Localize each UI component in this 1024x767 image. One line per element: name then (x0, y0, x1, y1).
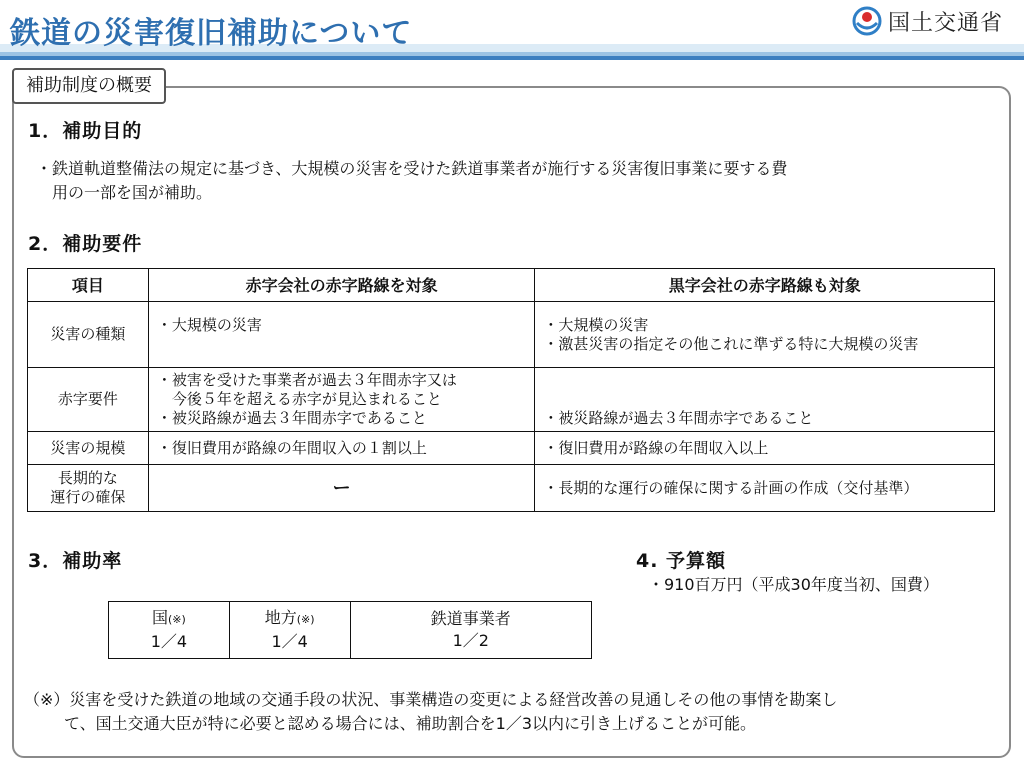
header-bar (0, 0, 1024, 62)
row-label-line2: 運行の確保 (50, 488, 126, 506)
table-row (28, 465, 995, 512)
table-cell (148, 368, 535, 432)
rate-row (109, 602, 592, 659)
row-label: 赤字要件 (28, 368, 149, 432)
row-label: 災害の規模 (28, 432, 149, 465)
section1-heading: 1．補助目的 (28, 120, 143, 142)
rate-note: (※) (296, 613, 315, 626)
cell-line: ・被災路線が過去３年間赤字であること (543, 409, 814, 427)
ministry-name: 国土交通省 (888, 10, 1004, 36)
section1-line2: 用の一部を国が補助。 (52, 183, 213, 202)
header-deficit-company: 赤字会社の赤字路線を対象 (148, 269, 535, 302)
table-cell (148, 465, 535, 512)
cell-line: ・激甚災害の指定その他これに準ずる特に大規模の災害 (543, 335, 919, 353)
ministry-logo-icon (852, 6, 882, 36)
header-profit-company: 黒字会社の赤字路線も対象 (535, 269, 995, 302)
page-title: 鉄道の災害復旧補助について (10, 16, 413, 51)
table-row (28, 368, 995, 432)
subsidy-rate-table (108, 601, 592, 659)
table-cell (148, 432, 535, 465)
table-cell (148, 302, 535, 368)
rate-value: 1／2 (452, 631, 489, 650)
requirements-table (27, 268, 995, 512)
section1-line1: ・鉄道軌道整備法の規定に基づき、大規模の災害を受けた鉄道事業者が施行する災害復旧事業に要する費 (36, 159, 788, 178)
table-row (28, 302, 995, 368)
budget-amount: ・910百万円（平成30年度当初、国費） (648, 575, 939, 594)
cell-line: 今後５年を超える赤字が見込まれること (156, 390, 442, 408)
ministry-logo (852, 4, 1003, 38)
rate-cell-operator (350, 602, 592, 659)
section4-heading: 4. 予算額 (636, 550, 727, 572)
rate-name: 地方 (264, 608, 297, 627)
cell-line: ・長期的な運行の確保に関する計画の作成（交付基準） (543, 478, 919, 497)
table-cell (535, 465, 995, 512)
row-label (28, 465, 149, 512)
section3-heading: 3．補助率 (28, 550, 123, 572)
cell-line: ・大規模の災害 (543, 316, 649, 334)
rate-value: 1／4 (271, 632, 308, 651)
rate-value: 1／4 (150, 632, 188, 651)
header-stripe-dark (0, 56, 1024, 60)
row-label: 災害の種類 (28, 302, 149, 368)
cell-line: ・被害を受けた事業者が過去３年間赤字又は (156, 371, 457, 389)
footnote-line2: て、国土交通大臣が特に必要と認める場合には、補助割合を1／3以内に引き上げることが可能。 (64, 714, 757, 733)
section2-heading: 2．補助要件 (28, 233, 143, 255)
cell-line: ・復旧費用が路線の年間収入以上 (543, 438, 769, 457)
rate-note: (※) (167, 613, 186, 626)
table-row (28, 432, 995, 465)
cell-line: ・大規模の災害 (156, 316, 262, 334)
rate-cell-national (109, 602, 230, 659)
row-label-line1: 長期的な (57, 469, 118, 487)
table-cell (535, 302, 995, 368)
rate-name: 国 (151, 608, 168, 627)
cell-line: ・被災路線が過去３年間赤字であること (156, 409, 427, 427)
table-header-row (28, 269, 995, 302)
table-cell (535, 432, 995, 465)
footnote-line1: （※）災害を受けた鉄道の地域の交通手段の状況、事業構造の変更による経営改善の見通しその他の事情を勘案し (24, 690, 838, 709)
rate-cell-local (229, 602, 350, 659)
overview-tab-label: 補助制度の概要 (12, 68, 166, 104)
header-item: 項目 (28, 269, 149, 302)
cell-line: ・復旧費用が路線の年間収入の１割以上 (156, 438, 427, 457)
rate-name: 鉄道事業者 (430, 609, 511, 628)
not-applicable-dash: ー (332, 477, 351, 499)
table-cell (535, 368, 995, 432)
